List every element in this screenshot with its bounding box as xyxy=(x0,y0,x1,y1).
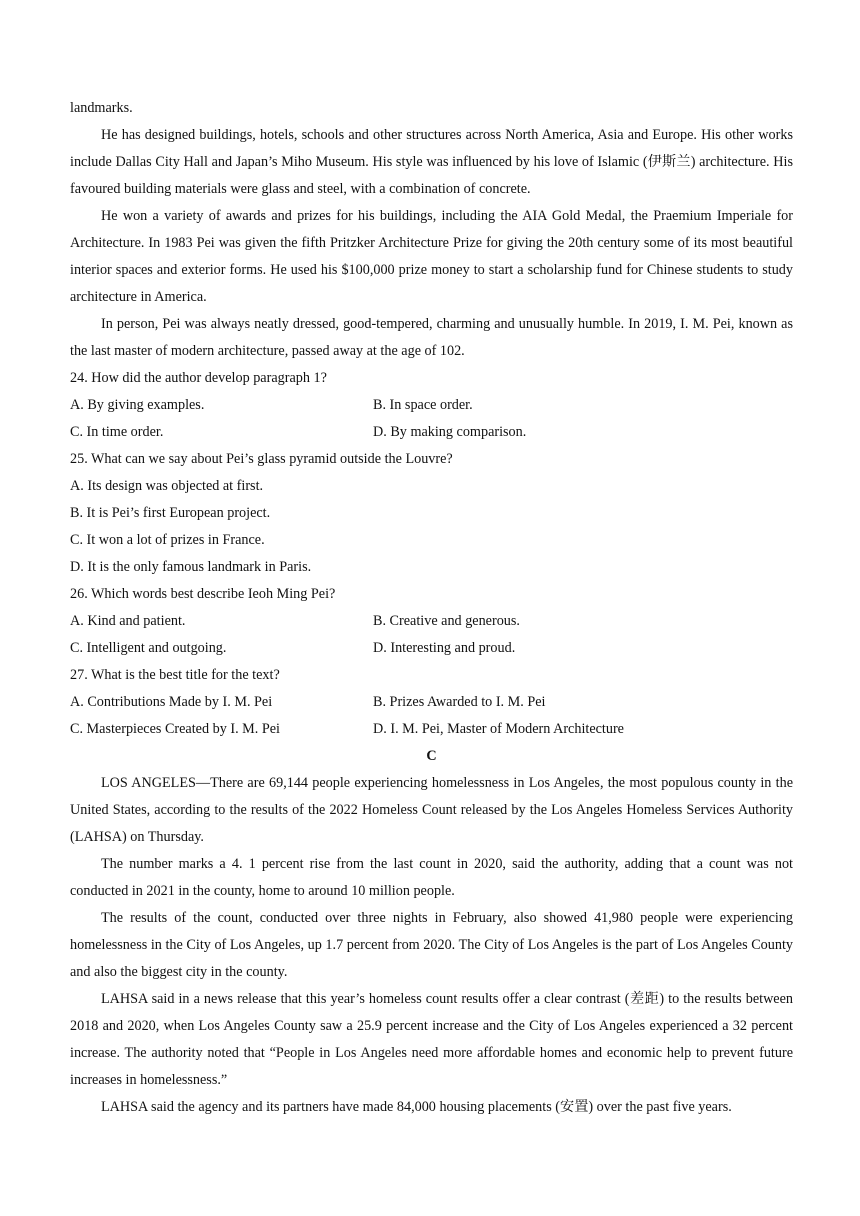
question-24 xyxy=(70,365,793,446)
paragraph-pei-works: He has designed buildings, hotels, schools and other structures across North America, Asia and Europe. His other works include Dallas City Hall and Japan’s Miho Museum. His style was influenced by his love of Islamic (伊斯兰) architecture. His favoured building materials were glass and steel, with a combination of concrete. xyxy=(70,127,793,197)
option-b: B. It is Pei’s first European project. xyxy=(70,505,271,521)
option-a: A. Kind and patient. xyxy=(70,613,186,629)
question-27 xyxy=(70,662,793,743)
option-d: D. Interesting and proud. xyxy=(373,640,516,656)
option-d: D. I. M. Pei, Master of Modern Architecture xyxy=(373,721,624,737)
paragraph-la-placements: LAHSA said the agency and its partners have made 84,000 housing placements (安置) over the past five years. xyxy=(101,1099,732,1115)
option-c: C. In time order. xyxy=(70,424,164,440)
paragraph-continuation: landmarks. xyxy=(70,100,133,116)
paragraph-la-count: LOS ANGELES—There are 69,144 people experiencing homelessness in Los Angeles, the most populous county in the United States, according to the results of the 2022 Homeless Count released by the Los Angeles Homeless Services Authority (LAHSA) on Thursday. xyxy=(70,775,793,845)
question-stem: 26. Which words best describe Ieoh Ming Pei? xyxy=(70,586,336,602)
paragraph-pei-awards: He won a variety of awards and prizes for his buildings, including the AIA Gold Medal, the Praemium Imperiale for Architecture. In 1983 Pei was given the fifth Pritzker Architecture Prize for giving the 20th century some of its most beautiful interior spaces and exterior forms. He used his $100,000 prize money to start a scholarship fund for Chinese students to study architecture in America. xyxy=(70,208,793,305)
question-25 xyxy=(70,446,793,581)
question-stem: 25. What can we say about Pei’s glass pyramid outside the Louvre? xyxy=(70,451,453,467)
option-b: B. Creative and generous. xyxy=(373,613,520,629)
question-stem: 27. What is the best title for the text? xyxy=(70,667,280,683)
option-a: A. Contributions Made by I. M. Pei xyxy=(70,694,273,710)
option-c: C. Masterpieces Created by I. M. Pei xyxy=(70,721,280,737)
option-row xyxy=(70,689,793,716)
option-c: C. It won a lot of prizes in France. xyxy=(70,532,265,548)
option-b: B. Prizes Awarded to I. M. Pei xyxy=(373,694,546,710)
option-a: A. By giving examples. xyxy=(70,397,205,413)
option-row xyxy=(70,635,793,662)
option-b: B. In space order. xyxy=(373,397,473,413)
option-row xyxy=(70,392,793,419)
paragraph-la-rise: The number marks a 4. 1 percent rise from the last count in 2020, said the authority, adding that a count was not conducted in 2021 in the county, home to around 10 million people. xyxy=(70,856,793,899)
option-row xyxy=(70,716,793,743)
paragraph-la-contrast: LAHSA said in a news release that this year’s homeless count results offer a clear contrast (差距) to the results between 2018 and 2020, when Los Angeles County saw a 25.9 percent increase and the City of Los Angeles experienced a 32 percent increase. The authority noted that “People in Los Angeles need more affordable homes and economic help to prevent future increases in homelessness.” xyxy=(70,991,793,1088)
paragraph-la-city: The results of the count, conducted over three nights in February, also showed 41,980 people were experiencing homelessness in the City of Los Angeles, up 1.7 percent from 2020. The City of Los Angeles is the part of Los Angeles County and also the biggest city in the county. xyxy=(70,910,793,980)
paragraph-pei-person: In person, Pei was always neatly dressed, good-tempered, charming and unusually humble. In 2019, I. M. Pei, known as the last master of modern architecture, passed away at the age of 102. xyxy=(70,316,793,359)
option-c: C. Intelligent and outgoing. xyxy=(70,640,227,656)
section-heading: C xyxy=(426,748,437,764)
option-a: A. Its design was objected at first. xyxy=(70,478,264,494)
option-row xyxy=(70,419,793,446)
option-d: D. It is the only famous landmark in Paris. xyxy=(70,559,312,575)
question-stem: 24. How did the author develop paragraph 1? xyxy=(70,370,327,386)
question-26 xyxy=(70,581,793,662)
option-d: D. By making comparison. xyxy=(373,424,527,440)
option-row xyxy=(70,608,793,635)
document-page xyxy=(70,95,793,1121)
